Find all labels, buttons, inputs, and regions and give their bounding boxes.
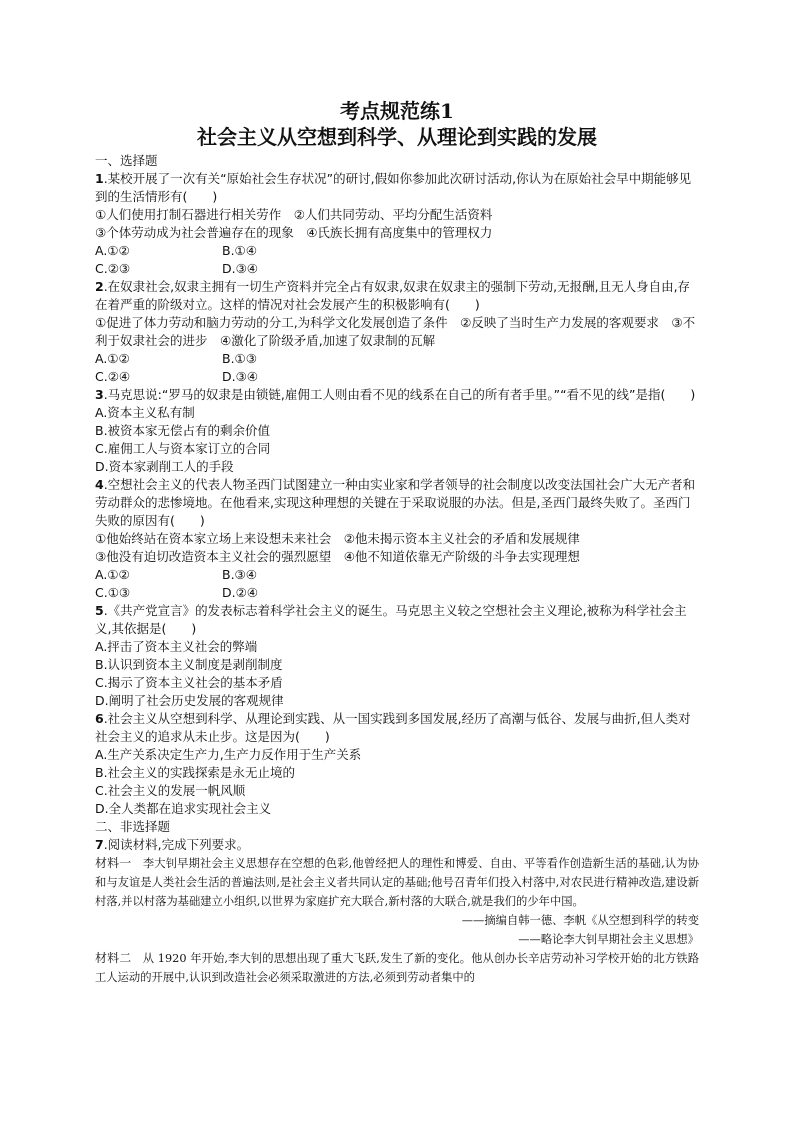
material-2 [95, 949, 699, 987]
option-d: D.②④ [222, 585, 259, 600]
option-c: C.社会主义的发展一帆风顺 [95, 783, 246, 798]
question-4-items-b: ③他没有迫切改造资本主义社会的强烈愿望 ④他不知道依靠无产阶级的斗争去实现理想 [95, 549, 580, 564]
option-c: C.揭示了资本主义社会的基本矛盾 [95, 675, 283, 690]
option-d: D.③④ [222, 369, 259, 384]
question-1-options-row1 [95, 242, 699, 260]
option-b: B.被资本家无偿占有的剩余价值 [95, 423, 271, 438]
question-6-stem [95, 710, 699, 746]
question-4-options-row1 [95, 566, 699, 584]
question-text: .空想社会主义的代表人物圣西门试图建立一种由实业家和学者领导的社会制度以改变法国社会广大无产者和劳动群众的悲惨境地。在他看来,实现这种理想的关键在于采取说服的办法。但是,圣西门最终失败了。圣西门失败的原因有( ) [95, 477, 696, 528]
option-d: D.资本家剥削工人的手段 [95, 459, 234, 474]
option-a: A.生产关系决定生产力,生产力反作用于生产关系 [95, 747, 362, 762]
option-d: D.③④ [222, 261, 259, 276]
option-c: C.①③ [95, 585, 131, 600]
option-c: C.雇佣工人与资本家订立的合同 [95, 441, 271, 456]
section-heading-choice: 一、选择题 [95, 153, 158, 168]
question-text: .《共产党宣言》的发表标志着科学社会主义的诞生。马克思主义较之空想社会主义理论,被称为科学社会主义,其依据是( ) [95, 603, 687, 636]
question-2-options-row2 [95, 368, 699, 386]
question-2-options-row1 [95, 350, 699, 368]
option-b: B.社会主义的实践探索是永无止境的 [95, 765, 296, 780]
option-a: A.资本主义私有制 [95, 405, 195, 420]
question-number: 5 [95, 603, 104, 618]
option-a: A.①② [95, 567, 130, 582]
question-3-stem [95, 386, 699, 404]
question-number: 7 [95, 837, 104, 852]
material-label: 材料一 [95, 856, 132, 870]
question-text: .某校开展了一次有关“原始社会生存状况”的研讨,假如你参加此次研讨活动,你认为在原始社会早中期能够见到的生活情形有( ) [95, 171, 692, 204]
material-1 [95, 854, 699, 911]
question-2-items: ①促进了体力劳动和脑力劳动的分工,为科学文化发展创造了条件 ②反映了当时生产力发展的客观要求 ③不利于奴隶社会的进步 ④激化了阶级矛盾,加速了奴隶制的瓦解 [95, 315, 696, 348]
material-text: 李大钊早期社会主义思想存在空想的色彩,他曾经把人的理性和博爱、自由、平等看作创造新生活的基础,认为协和与友谊是人类社会生活的普遍法则,是社会主义者共同认定的基础;他号召青年们投入村落中,对农民进行精神改造,建设新村落,并以村落为基础建立小组织,以世界为家庭扩充大联合,新村落的大联合,就是我们的少年中国。 [95, 857, 699, 908]
question-1-items-a: ①人们使用打制石器进行相关劳作 ②人们共同劳动、平均分配生活资料 [95, 207, 493, 222]
question-number: 3 [95, 387, 104, 402]
question-text: .阅读材料,完成下列要求。 [103, 837, 250, 852]
material-1-source-line1: ——摘编自韩一德、李帆《从空想到科学的转变 [461, 914, 699, 927]
question-5-stem [95, 602, 699, 638]
question-1-stem [95, 170, 699, 206]
question-number: 2 [95, 279, 104, 294]
option-a: A.抨击了资本主义社会的弊端 [95, 639, 258, 654]
option-d: D.全人类都在追求实现社会主义 [95, 801, 272, 816]
question-7-stem [95, 836, 699, 854]
page-title: 考点规范练1 [340, 99, 454, 123]
material-label: 材料二 [95, 951, 132, 965]
question-2-stem [95, 278, 699, 314]
option-b: B.③④ [222, 567, 257, 582]
question-number: 6 [95, 711, 104, 726]
option-c: C.②③ [95, 261, 131, 276]
option-b: B.认识到资本主义制度是剥削制度 [95, 657, 283, 672]
question-number: 1 [95, 171, 104, 186]
option-b: B.①④ [222, 243, 257, 258]
question-text: .在奴隶社会,奴隶主拥有一切生产资料并完全占有奴隶,奴隶在奴隶主的强制下劳动,无报酬,且无人身自由,存在着严重的阶级对立。这样的情况对社会发展产生的积极影响有( ) [95, 279, 691, 312]
section-heading-nonchoice: 二、非选择题 [95, 819, 171, 834]
question-text: .马克思说:“罗马的奴隶是由锁链,雇佣工人则由看不见的线系在自己的所有者手里。”“看不见的线”是指( ) [103, 387, 696, 402]
option-b: B.①③ [222, 351, 257, 366]
option-a: A.①② [95, 351, 130, 366]
option-c: C.②④ [95, 369, 131, 384]
question-1-items-b: ③个体劳动成为社会普遍存在的现象 ④氏族长拥有高度集中的管理权力 [95, 225, 493, 240]
material-text: 从 1920 年开始,李大钊的思想出现了重大飞跃,发生了新的变化。他从创办长辛店劳动补习学校开始的北方铁路工人运动的开展中,认识到改造社会必须采取激进的方法,必须到劳动者集中的 [95, 952, 699, 984]
question-number: 4 [95, 477, 104, 492]
option-a: A.①② [95, 243, 130, 258]
question-4-options-row2 [95, 584, 699, 602]
document-content [95, 98, 699, 987]
page-subtitle: 社会主义从空想到科学、从理论到实践的发展 [197, 125, 597, 149]
question-1-options-row2 [95, 260, 699, 278]
question-4-items-a: ①他始终站在资本家立场上来设想未来社会 ②他未揭示资本主义社会的矛盾和发展规律 [95, 531, 580, 546]
option-d: D.阐明了社会历史发展的客观规律 [95, 693, 284, 708]
question-text: .社会主义从空想到科学、从理论到实践、从一国实践到多国发展,经历了高潮与低谷、发展与曲折,但人类对社会主义的追求从未止步。这是因为( ) [95, 711, 691, 744]
question-4-stem [95, 476, 699, 530]
material-1-source-line2: ——略论李大钊早期社会主义思想》 [518, 933, 699, 946]
